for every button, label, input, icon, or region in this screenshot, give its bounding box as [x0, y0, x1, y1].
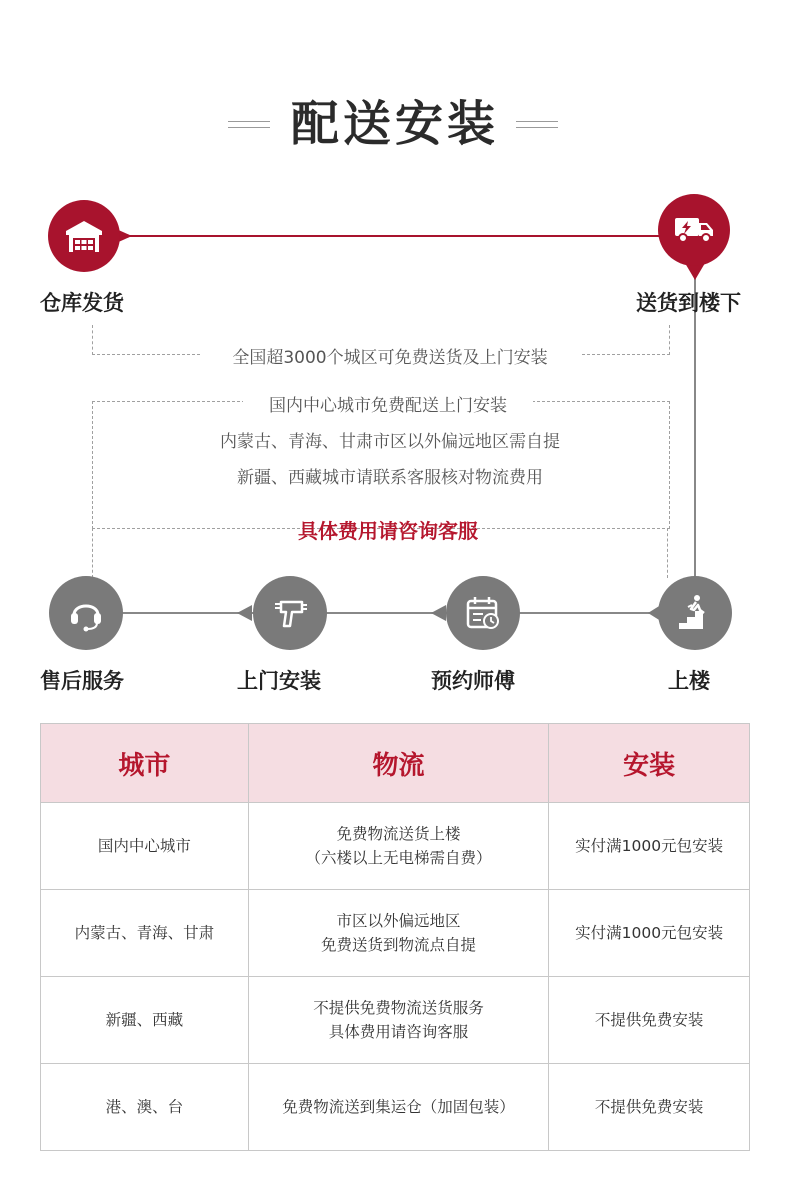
warehouse-label: 仓库发货	[40, 291, 124, 315]
appointment-label: 预约师傅	[431, 669, 515, 693]
info-line-3: 内蒙古、青海、甘肃市区以外偏远地区需自提	[220, 432, 560, 452]
info-line-4: 新疆、西藏城市请联系客服核对物流费用	[237, 468, 543, 488]
upstairs-node	[658, 576, 732, 650]
logistics-cell	[248, 890, 549, 977]
page-title: 配送安装	[290, 96, 499, 152]
installation-label: 上门安装	[237, 669, 321, 693]
after-sales-node	[49, 576, 123, 650]
delivery-node	[658, 194, 730, 266]
install-cell: 不提供免费安装	[549, 1064, 750, 1151]
warehouse-icon	[64, 218, 104, 254]
info-line-1: 全国超3000个城区可免费送货及上门安装	[200, 343, 580, 368]
stairs-icon	[675, 593, 715, 633]
delivery-table	[40, 723, 750, 1151]
city-cell: 内蒙古、青海、甘肃	[41, 890, 249, 977]
logistics-line: 免费物流送货上楼	[336, 825, 461, 843]
drill-icon	[270, 593, 310, 633]
appointment-node	[446, 576, 520, 650]
delivery-label: 送货到楼下	[636, 291, 741, 315]
table-row	[41, 803, 750, 890]
truck-icon	[673, 214, 715, 246]
after-sales-label: 售后服务	[40, 669, 124, 693]
logistics-line: 不提供免费物流送货服务	[313, 999, 484, 1017]
install-cell: 实付满1000元包安装	[549, 890, 750, 977]
warehouse-node	[48, 200, 120, 272]
install-cell: 实付满1000元包安装	[549, 803, 750, 890]
upstairs-label: 上楼	[668, 669, 710, 693]
install-cell: 不提供免费安装	[549, 977, 750, 1064]
city-cell: 新疆、西藏	[41, 977, 249, 1064]
calendar-icon	[463, 593, 503, 633]
logistics-line: 免费物流送到集运仓（加固包装）	[282, 1098, 515, 1116]
city-cell: 港、澳、台	[41, 1064, 249, 1151]
city-cell: 国内中心城市	[41, 803, 249, 890]
logistics-line: （六楼以上无电梯需自费）	[305, 849, 492, 867]
table-row	[41, 890, 750, 977]
header-city: 城市	[41, 724, 249, 803]
table-row	[41, 1064, 750, 1151]
header-install: 安装	[549, 724, 750, 803]
logistics-line: 市区以外偏远地区	[336, 912, 461, 930]
logistics-line: 具体费用请咨询客服	[328, 1023, 469, 1041]
headset-icon	[66, 593, 106, 633]
info-line-2: 国内中心城市免费配送上门安装	[243, 391, 533, 416]
logistics-cell	[248, 803, 549, 890]
logistics-line: 免费送货到物流点自提	[320, 936, 476, 954]
header-logistics: 物流	[248, 724, 549, 803]
installation-node	[253, 576, 327, 650]
logistics-cell	[248, 1064, 549, 1151]
logistics-cell	[248, 977, 549, 1064]
table-row	[41, 977, 750, 1064]
table-header-row	[41, 724, 750, 803]
consult-highlight: 具体费用请咨询客服	[298, 519, 478, 543]
